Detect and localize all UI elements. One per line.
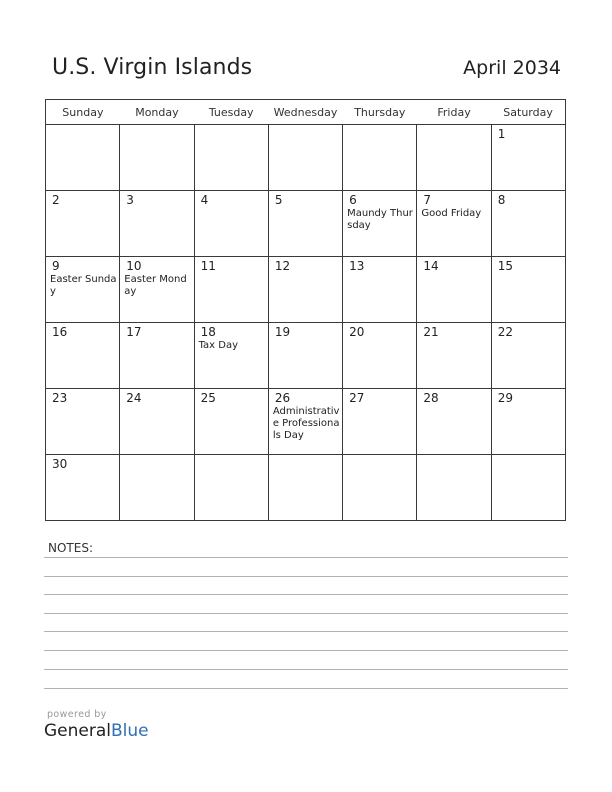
day-cell [268,323,342,389]
day-number: 2 [52,193,60,207]
day-cell [491,191,565,257]
day-number: 1 [497,127,506,141]
day-cell [46,455,120,521]
day-cell [194,257,268,323]
day-cell [491,323,565,389]
day-cell [343,191,417,257]
weekday-saturday: Saturday [491,100,565,125]
weekday-header-row [46,100,566,125]
day-cell [120,323,194,389]
day-cell [120,125,194,191]
day-cell [194,455,268,521]
day-number [269,455,342,458]
day-number [343,125,416,128]
day-cell [194,191,268,257]
weekday-tuesday: Tuesday [194,100,268,125]
day-cell [417,323,491,389]
logo-blue: Blue [111,721,149,741]
day-cell [46,191,120,257]
day-number: 14 [423,259,439,273]
day-number [417,125,490,128]
day-number [343,455,416,458]
day-number: 19 [274,325,291,339]
week-row [46,257,566,323]
logo-general: General [44,721,111,741]
day-number [269,125,342,128]
day-number: 28 [423,391,439,405]
day-number: 9 [52,259,60,273]
day-number: 13 [349,259,365,273]
holiday-label: Easter Monday [124,274,187,297]
day-number: 18 [200,325,216,339]
day-number [46,125,119,128]
day-number [195,125,268,128]
day-cell [268,455,342,521]
day-number: 16 [52,325,68,339]
weekday-monday: Monday [120,100,194,125]
day-number: 22 [497,325,513,339]
day-number: 25 [200,391,216,405]
day-number: 7 [423,193,432,207]
week-row [46,389,566,455]
day-number: 21 [423,325,439,339]
day-cell [343,323,417,389]
day-cell [46,323,120,389]
day-cell [120,455,194,521]
week-row [46,455,566,521]
note-line [44,688,568,689]
week-row [46,125,566,191]
day-number: 20 [349,325,365,339]
week-row [46,323,566,389]
week-row [46,191,566,257]
day-cell [417,191,491,257]
day-cell [417,257,491,323]
calendar-grid [45,99,566,521]
note-line [44,631,568,632]
day-cell [343,389,417,455]
day-number: 30 [52,457,68,471]
day-cell [343,125,417,191]
holiday-label: Good Friday [421,208,482,219]
day-number: 17 [126,325,142,339]
note-line [44,650,568,651]
holiday-label: Tax Day [198,340,238,351]
day-number: 6 [349,193,357,207]
day-number: 11 [200,259,216,273]
powered-by-text: powered by [47,709,107,720]
day-number: 15 [497,259,513,273]
weekday-friday: Friday [417,100,491,125]
day-cell [491,389,565,455]
day-cell [491,455,565,521]
day-cell [46,125,120,191]
day-cell [194,125,268,191]
notes-label: NOTES: [48,541,93,555]
holiday-label: Easter Sunday [50,274,117,297]
day-number: 8 [497,193,506,207]
day-number [195,455,268,458]
day-number: 23 [52,391,68,405]
day-cell [46,257,120,323]
calendar-month: April 2034 [463,57,561,79]
weekday-thursday: Thursday [343,100,417,125]
note-line [44,576,568,577]
day-cell [120,389,194,455]
day-cell [194,323,268,389]
day-cell [268,257,342,323]
day-cell [343,257,417,323]
day-cell [268,125,342,191]
note-line [44,669,568,670]
holiday-label: Maundy Thursday [347,208,413,231]
weekday-sunday: Sunday [46,100,120,125]
weekday-wednesday: Wednesday [268,100,342,125]
generalblue-logo[interactable] [44,721,149,741]
day-number: 5 [274,193,283,207]
holiday-label: Administrative Professionals Day [272,406,340,441]
day-cell [491,257,565,323]
day-cell [491,125,565,191]
day-number: 26 [274,391,291,405]
day-number: 4 [200,193,209,207]
day-number [120,455,193,458]
day-cell [417,389,491,455]
day-number: 27 [349,391,365,405]
day-cell [343,455,417,521]
day-number: 3 [126,193,134,207]
day-number: 24 [126,391,142,405]
day-number: 29 [497,391,513,405]
day-cell [46,389,120,455]
day-number: 10 [126,259,142,273]
day-cell [120,257,194,323]
day-cell [417,125,491,191]
day-number [417,455,490,458]
day-cell [417,455,491,521]
day-number [492,455,565,458]
day-number: 12 [274,259,291,273]
day-cell [268,389,342,455]
note-line [44,594,568,595]
day-cell [194,389,268,455]
note-line [44,557,568,558]
day-cell [268,191,342,257]
note-line [44,613,568,614]
day-cell [120,191,194,257]
day-number [120,125,193,128]
calendar-title: U.S. Virgin Islands [52,55,253,80]
